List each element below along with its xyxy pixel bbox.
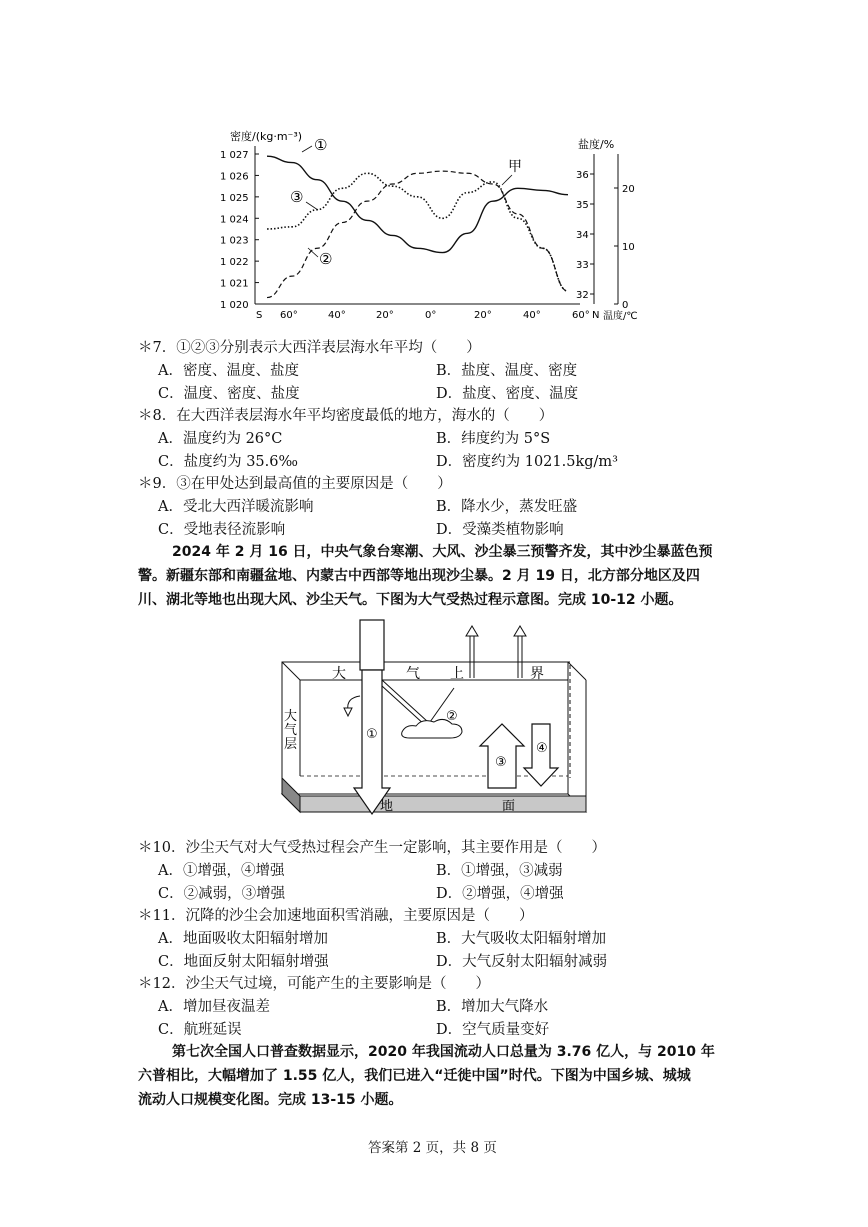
y-right-tick-label: 32 [576, 290, 589, 301]
series-line-2 [267, 171, 568, 297]
x-tick-label: 40° [523, 310, 541, 321]
y-left-tick-label: 1 021 [220, 278, 249, 290]
x-tick-label: 60° [572, 310, 590, 321]
label-side-ceng: 层 [284, 737, 298, 752]
y-left-tick-label: 1 027 [220, 150, 249, 161]
question-10: ＊10．沙尘天气对大气受热过程会产生一定影响，其主要作用是（ ） [138, 840, 606, 856]
label-side-qi: 气 [284, 723, 298, 738]
x-tick-label: 60° [280, 310, 298, 321]
arrow-3-label: ③ [495, 755, 507, 770]
annotation-jia: 甲 [508, 159, 522, 175]
y-right2-axis-label: 温度/℃ [603, 311, 638, 322]
y-left-tick-label: 1 020 [220, 300, 249, 311]
y-right2-tick-label: 0 [622, 300, 629, 311]
q8-option-b[interactable]: B．纬度约为 5°S [436, 431, 551, 447]
y-left-tick-label: 1 022 [220, 257, 249, 269]
page-footer: 答案第 2 页，共 8 页 [368, 1140, 497, 1156]
x-tick-label: 0° [425, 310, 437, 321]
x-tick-label: S [256, 310, 263, 321]
ocean-properties-chart [218, 126, 658, 326]
x-tick-label: 20° [474, 310, 492, 321]
q11-option-b[interactable]: B．大气吸收太阳辐射增加 [436, 931, 607, 947]
y-right-axis-label: 盐度/% [578, 138, 615, 151]
x-tick-label: 20° [376, 310, 394, 321]
q12-option-a[interactable]: A．增加昼夜温差 [158, 999, 270, 1015]
series-2-label: ② [319, 250, 333, 268]
y-right-tick-label: 34 [576, 230, 589, 241]
y-left-tick-label: 1 026 [220, 171, 249, 183]
x-tick-label: N [592, 310, 600, 321]
question-8: ＊8．在大西洋表层海水年平均密度最低的地方，海水的（ ） [138, 408, 554, 424]
series-line-1 [267, 156, 568, 252]
passage-2-line-1: 第七次全国人口普查数据显示，2020 年我国流动人口总量为 3.76 亿人，与 2010 年 [172, 1044, 715, 1060]
q11-option-a[interactable]: A．地面吸收太阳辐射增加 [158, 931, 328, 947]
passage-2-line-3: 流动人口规模变化图。完成 13-15 小题。 [138, 1092, 403, 1108]
q10-option-c[interactable]: C．②减弱，③增强 [158, 886, 286, 902]
series-3-label: ③ [290, 188, 304, 206]
q7-option-b[interactable]: B．盐度、温度、密度 [436, 363, 578, 379]
question-12: ＊12．沙尘天气过境，可能产生的主要影响是（ ） [138, 976, 490, 992]
q12-option-c[interactable]: C．航班延误 [158, 1022, 242, 1038]
q10-option-a[interactable]: A．①增强，④增强 [158, 863, 285, 879]
q8-option-d[interactable]: D．密度约为 1021.5kg/m³ [436, 454, 618, 470]
arrow-4-label: ④ [536, 741, 548, 756]
label-top-da: 大 [332, 666, 346, 682]
q9-option-c[interactable]: C．受地表径流影响 [158, 522, 286, 538]
label-top-qi: 气 [406, 666, 420, 682]
q8-option-c[interactable]: C．盐度约为 35.6‰ [158, 454, 298, 470]
x-tick-label: 40° [328, 310, 346, 321]
passage-2-line-2: 六普相比，大幅增加了 1.55 亿人，我们已进入“迁徙中国”时代。下图为中国乡城、城城 [138, 1068, 691, 1084]
q11-option-c[interactable]: C．地面反射太阳辐射增强 [158, 954, 329, 970]
y-right-tick-label: 33 [576, 260, 589, 271]
q12-option-b[interactable]: B．增加大气降水 [436, 999, 549, 1015]
q9-option-b[interactable]: B．降水少，蒸发旺盛 [436, 499, 578, 515]
q10-option-d[interactable]: D．②增强，④增强 [436, 886, 564, 902]
q9-option-d[interactable]: D．受藻类植物影响 [436, 522, 564, 538]
y-right2-tick-label: 10 [622, 242, 635, 253]
y-left-tick-label: 1 024 [220, 214, 249, 226]
q9-option-a[interactable]: A．受北大西洋暖流影响 [158, 499, 314, 515]
series-line-3 [267, 173, 568, 291]
label-top-jie: 界 [530, 666, 544, 682]
label-ground-mian: 面 [502, 799, 516, 814]
question-9: ＊9．③在甲处达到最高值的主要原因是（ ） [138, 476, 452, 492]
q10-option-b[interactable]: B．①增强，③减弱 [436, 863, 563, 879]
y-right-tick-label: 36 [576, 170, 589, 181]
question-11: ＊11．沉降的沙尘会加速地面积雪消融，主要原因是（ ） [138, 908, 534, 924]
y-right2-tick-label: 20 [622, 184, 635, 195]
y-left-axis-label: 密度/(kg·m⁻³) [230, 130, 303, 143]
q11-option-d[interactable]: D．大气反射太阳辐射减弱 [436, 954, 608, 970]
label-ground-di: 地 [380, 799, 394, 814]
passage-1-line-3: 川、湖北等地也出现大风、沙尘天气。下图为大气受热过程示意图。完成 10-12 小题。 [138, 592, 683, 608]
passage-1-line-1: 2024 年 2 月 16 日，中央气象台寒潮、大风、沙尘暴三预警齐发，其中沙尘暴蓝色预 [172, 544, 713, 560]
passage-1-line-2: 警。新疆东部和南疆盆地、内蒙古中西部等地出现沙尘暴。2 月 19 日，北方部分地区及四 [138, 568, 700, 584]
q7-option-a[interactable]: A．密度、温度、盐度 [158, 363, 299, 379]
q7-option-c[interactable]: C．温度、密度、盐度 [158, 386, 300, 402]
q7-option-d[interactable]: D．盐度、密度、温度 [436, 386, 579, 402]
arrow-1-label: ① [366, 727, 378, 742]
y-left-tick-label: 1 023 [220, 235, 249, 247]
arrow-2-label: ② [446, 709, 458, 724]
atmosphere-heating-diagram [270, 618, 600, 818]
q12-option-d[interactable]: D．空气质量变好 [436, 1022, 550, 1038]
y-left-tick-label: 1 025 [220, 192, 249, 204]
series-1-label: ① [314, 136, 328, 154]
question-7: ＊7．①②③分别表示大西洋表层海水年平均（ ） [138, 340, 481, 356]
y-right-tick-label: 35 [576, 200, 589, 211]
q8-option-a[interactable]: A．温度约为 26°C [158, 431, 283, 447]
label-side-da: 大 [284, 709, 298, 724]
label-top-shang: 上 [450, 666, 464, 682]
